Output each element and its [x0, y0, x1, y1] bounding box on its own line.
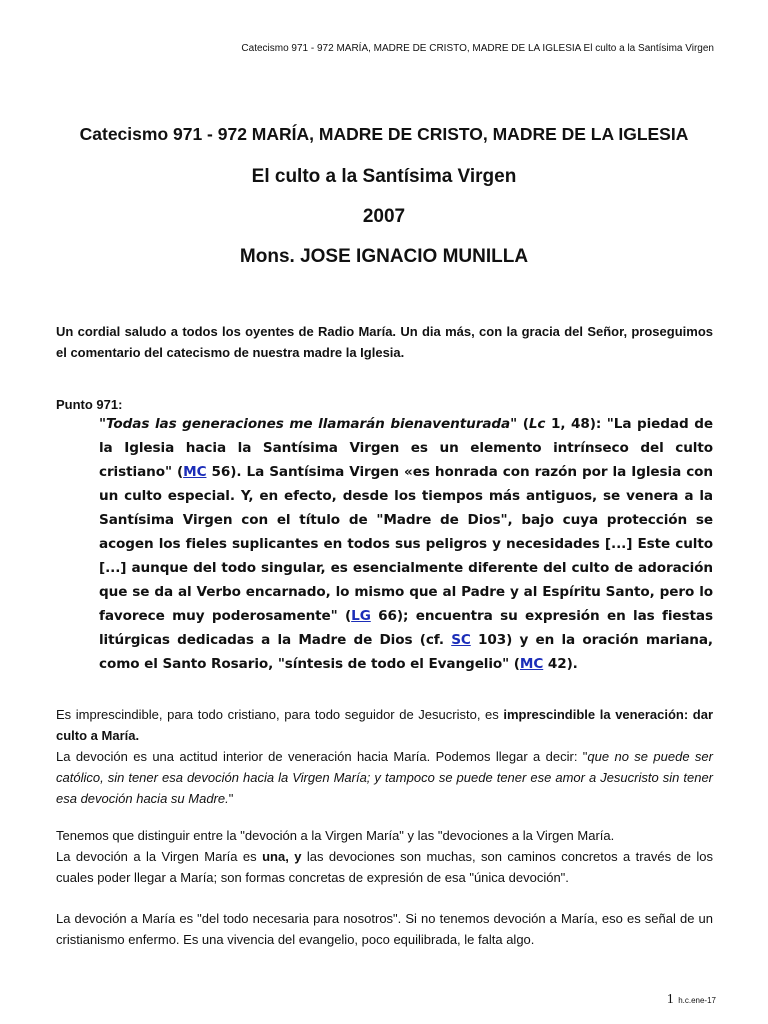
body-paragraph-1: Es imprescindible, para todo cristiano, para todo seguidor de Jesucristo, es imprescindible la veneración: dar culto a María.	[56, 707, 713, 743]
body-paragraph-2: La devoción es una actitud interior de veneración hacia María. Podemos llegar a decir: "que no se puede ser católico, sin tener esa devoción hacia la Virgen María; y tampoco se puede tener ese amor a Jesucristo sin tener esa devoción hacia su Madre."	[56, 749, 713, 806]
body-paragraph-5: La devoción a María es "del todo necesaria para nosotros". Si no tenemos devoción a María, eso es señal de un cristianismo enfermo. Es una vivencia del evangelio, poco equilibrada, le falta algo.	[56, 911, 713, 947]
document-author: Mons. JOSE IGNACIO MUNILLA	[239, 246, 529, 267]
ref-link-mc[interactable]: MC	[183, 464, 207, 480]
document-year: 2007	[362, 206, 406, 227]
running-header: Catecismo 971 - 972 MARÍA, MADRE DE CRISTO, MADRE DE LA IGLESIA El culto a la Santísima Virgen	[241, 43, 714, 54]
body-paragraph-3: Tenemos que distinguir entre la "devoción a la Virgen María" y las "devociones a la Virgen María.	[56, 828, 615, 843]
document-subtitle: El culto a la Santísima Virgen	[251, 166, 517, 187]
page-footer	[667, 990, 716, 1008]
ref-link-mc-2[interactable]: MC	[519, 656, 544, 672]
document-title: Catecismo 971 - 972 MARÍA, MADRE DE CRISTO, MADRE DE LA IGLESIA	[79, 124, 689, 144]
quote-lead: "Todas las generaciones me llamarán bienaventurada"	[99, 416, 518, 432]
intro-paragraph: Un cordial saludo a todos los oyentes de Radio María. Un dia más, con la gracia del Señor, proseguimos el comentario del catecismo de nuestra madre la Iglesia.	[56, 324, 713, 360]
title-block	[0, 120, 768, 271]
catechism-quote: "Todas las generaciones me llamarán bienaventurada" (Lc 1, 48): "La piedad de la Iglesia hacia la Santísima Virgen es un elemento intrínseco del culto cristiano" (MC 56). La Santísima Virgen «es honrada con razón por la Iglesia con un culto especial. Y, en efecto, desde los tiempos más antiguos, se venera a la Santísima Virgen con el título de "Madre de Dios", bajo cuya protección se acogen los fieles suplicantes en todos sus peligros y necesidades [...] Este culto [...] aunque del todo singular, es esencialmente diferente del culto de adoración que se da al Verbo encarnado, lo mismo que al Padre y al Espíritu Santo, pero lo favorece muy poderosamente" (LG 66); encuentra su expresión en las fiestas litúrgicas dedicadas a la Madre de Dios (cf. SC 103) y en la oración mariana, como el Santo Rosario, "síntesis de todo el Evangelio" (MC 42).	[99, 416, 713, 672]
ref-link-lg[interactable]: LG	[351, 608, 371, 624]
page-number: 1	[666, 992, 674, 1007]
body-paragraph-4: La devoción a la Virgen María es una, y las devociones son muchas, son caminos concretos a través de los cuales poder llegar a María; son formas concretas de expresión de esa "única devoción".	[56, 849, 713, 885]
ref-link-sc[interactable]: SC	[451, 632, 471, 648]
punto-label: Punto 971:	[56, 397, 123, 412]
footer-meta: h.c.ene-17	[678, 996, 716, 1005]
luke-ref: Lc	[528, 416, 546, 432]
